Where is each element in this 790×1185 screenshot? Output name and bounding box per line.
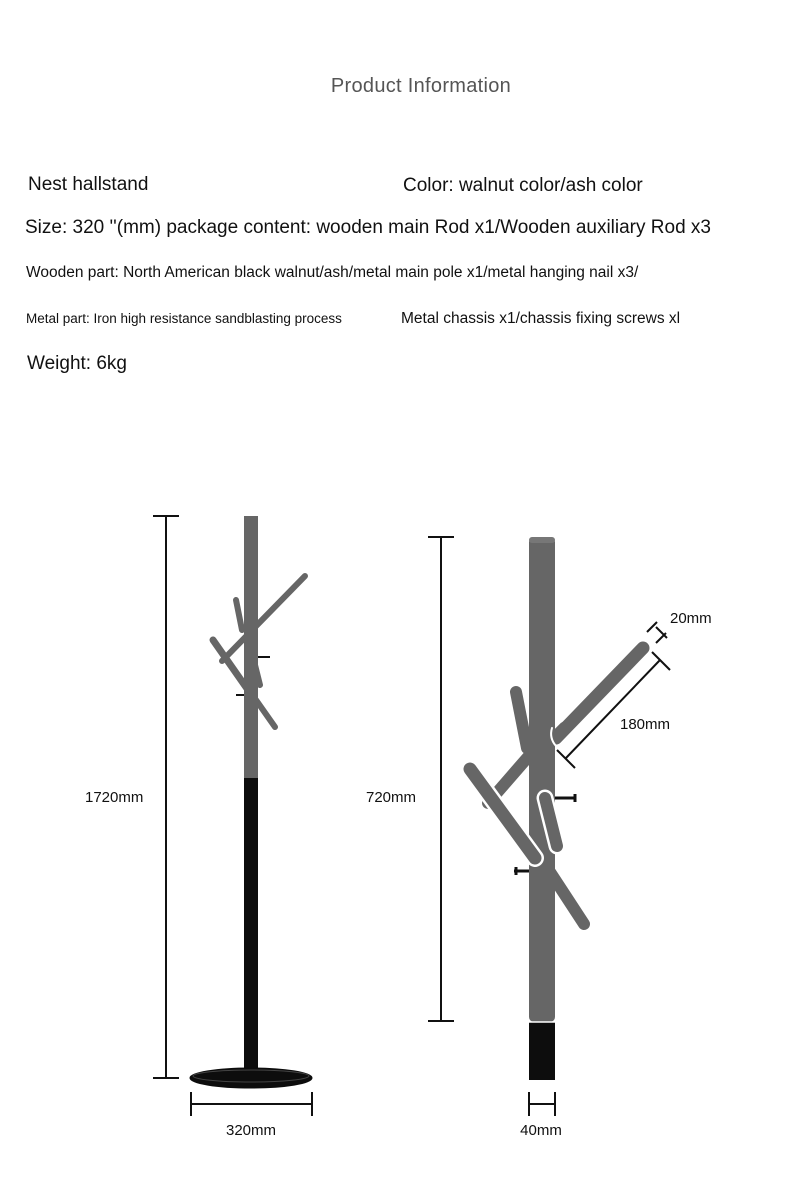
detail-drawing xyxy=(366,537,712,1139)
left-height-label: 1720mm xyxy=(85,789,144,806)
left-wooden-pole xyxy=(244,516,258,778)
spec-wooden-part: Wooden part: North American black walnut/ash/metal main pole x1/metal hanging nail x3/ xyxy=(26,264,639,281)
left-height-dimension xyxy=(153,516,179,1078)
rod-length-label: 180mm xyxy=(620,716,671,733)
right-metal-pole xyxy=(529,1022,555,1080)
pole-diameter-dimension xyxy=(529,1092,555,1116)
full-stand-drawing xyxy=(85,516,312,1139)
left-base-dimension xyxy=(191,1092,312,1116)
left-metal-pole xyxy=(244,778,258,1076)
spec-metal-chassis: Metal chassis x1/chassis fixing screws xl xyxy=(401,310,681,327)
left-metal-base xyxy=(190,1068,312,1088)
page-title: Product Information xyxy=(330,75,512,97)
spec-weight: Weight: 6kg xyxy=(27,353,127,374)
rod-diameter-label: 20mm xyxy=(670,610,712,627)
right-height-dimension xyxy=(428,537,454,1021)
left-branches xyxy=(213,576,305,727)
rod-diameter-dimension xyxy=(647,622,667,643)
spec-color: Color: walnut color/ash color xyxy=(403,175,643,196)
right-branches-back xyxy=(488,648,643,924)
right-wooden-pole xyxy=(529,537,555,1022)
left-base-label: 320mm xyxy=(225,1122,277,1139)
spec-size-package: Size: 320 ''(mm) package content: wooden main Rod x1/Wooden auxiliary Rod x3 xyxy=(25,217,711,238)
right-height-label: 720mm xyxy=(366,789,417,806)
product-name: Nest hallstand xyxy=(28,174,149,195)
pole-diameter-label: 40mm xyxy=(520,1122,562,1139)
spec-metal-part: Metal part: Iron high resistance sandblasting process xyxy=(26,311,342,326)
